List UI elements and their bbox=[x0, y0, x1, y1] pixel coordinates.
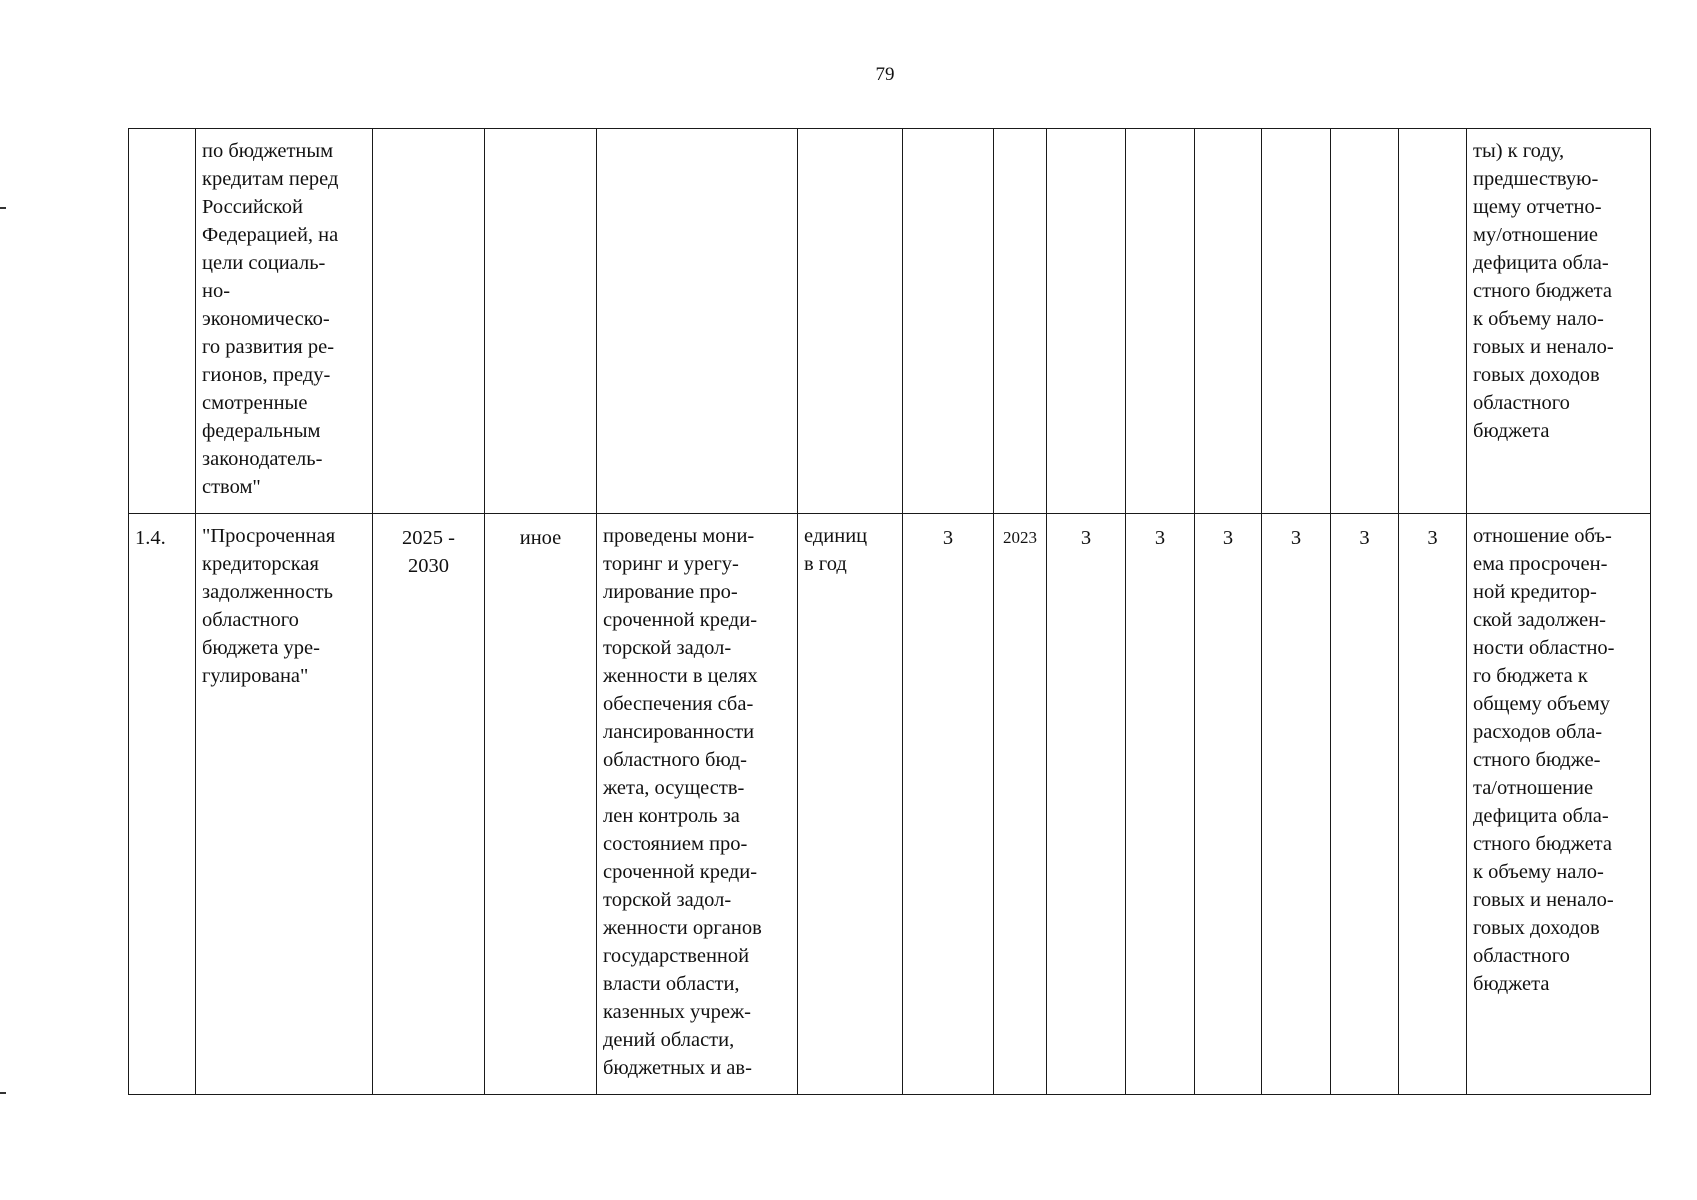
indicators-table bbox=[128, 128, 1651, 1095]
base-value-cell bbox=[903, 129, 994, 514]
year-value-cell bbox=[1126, 129, 1195, 514]
description: проведены мони- торинг и урегу- лирование про- сроченной креди- торской задол- женности в целях обеспечения сба- лансированности областного бюд- жета, осуществ- лен контроль за состоянием про- сроченной креди- торской задол- женности органов государственной власти области, казенных учреж- дений области, бюджетных и ав- bbox=[603, 525, 762, 1079]
period bbox=[373, 129, 484, 139]
description bbox=[597, 129, 797, 137]
year-value: 3 bbox=[1080, 527, 1092, 549]
year-value-cell bbox=[1399, 514, 1467, 1095]
indicator-name-cell bbox=[196, 129, 373, 514]
margin-mark bbox=[0, 207, 6, 209]
period-cell bbox=[373, 129, 485, 514]
unit-cell bbox=[798, 514, 903, 1095]
year-value bbox=[1331, 129, 1398, 139]
indicator-name: по бюджетным кредитам перед Российской Федерацией, на цели социаль- но- экономическо- го развития ре- гионов, преду- смотренные федеральным законодатель- ством" bbox=[202, 140, 339, 498]
period: 2025 - 2030 bbox=[402, 527, 455, 577]
unit bbox=[798, 129, 902, 137]
year-value-cell bbox=[1047, 514, 1126, 1095]
description-cell bbox=[597, 129, 798, 514]
margin-mark bbox=[0, 1092, 6, 1094]
base-value bbox=[903, 129, 993, 139]
year-value-cell bbox=[1331, 514, 1399, 1095]
table-row bbox=[129, 129, 1651, 514]
relation-text: ты) к году, предшествую- щему отчетно- му/отношение дефицита обла- стного бюджета к объему нало- говых и ненало- говых доходов областного бюджета bbox=[1473, 140, 1614, 442]
year-value bbox=[1262, 129, 1330, 139]
period-cell bbox=[373, 514, 485, 1095]
year-value-cell bbox=[1262, 514, 1331, 1095]
year-value: 3 bbox=[1427, 527, 1438, 549]
relation-cell bbox=[1467, 129, 1651, 514]
year-value: 3 bbox=[1359, 527, 1370, 549]
year-value bbox=[1195, 129, 1261, 139]
base-year-cell bbox=[994, 129, 1047, 514]
year-value bbox=[1047, 129, 1125, 139]
base-value: 3 bbox=[942, 527, 954, 549]
year-value: 3 bbox=[1154, 527, 1166, 549]
relation-cell bbox=[1467, 514, 1651, 1095]
table-row bbox=[129, 514, 1651, 1095]
year-value-cell bbox=[1399, 129, 1467, 514]
year-value-cell bbox=[1047, 129, 1126, 514]
base-year-cell bbox=[994, 514, 1047, 1095]
description-cell bbox=[597, 514, 798, 1095]
year-value bbox=[1126, 129, 1194, 139]
indicator-name-cell bbox=[196, 514, 373, 1095]
row-number-cell bbox=[129, 129, 196, 514]
unit-cell bbox=[798, 129, 903, 514]
year-value: 3 bbox=[1222, 527, 1234, 549]
row-number bbox=[129, 129, 195, 137]
year-value bbox=[1399, 129, 1466, 139]
page-number: 79 bbox=[875, 64, 895, 85]
row-number: 1.4. bbox=[135, 527, 166, 549]
year-value-cell bbox=[1262, 129, 1331, 514]
year-value-cell bbox=[1195, 514, 1262, 1095]
base-value-cell bbox=[903, 514, 994, 1095]
base-year: 2023 bbox=[1003, 528, 1037, 547]
type-cell bbox=[485, 129, 597, 514]
year-value: 3 bbox=[1290, 527, 1302, 549]
type: иное bbox=[519, 527, 562, 549]
type bbox=[485, 129, 596, 139]
row-number-cell bbox=[129, 514, 196, 1095]
indicator-name: "Просроченная кредиторская задолженность областного бюджета уре- гулирована" bbox=[202, 525, 336, 687]
year-value-cell bbox=[1331, 129, 1399, 514]
year-value-cell bbox=[1126, 514, 1195, 1095]
base-year bbox=[994, 129, 1046, 139]
year-value-cell bbox=[1195, 129, 1262, 514]
unit: единиц в год bbox=[804, 525, 868, 575]
type-cell bbox=[485, 514, 597, 1095]
relation-text: отношение объ- ема просрочен- ной кредитор- ской задолжен- ности областно- го бюджета к общему объему расходов обла- стного бюдже- та/отношение дефицита обла- стного бюджета к объему нало- говых и ненало- говых доходов областного бюджета bbox=[1473, 525, 1615, 995]
